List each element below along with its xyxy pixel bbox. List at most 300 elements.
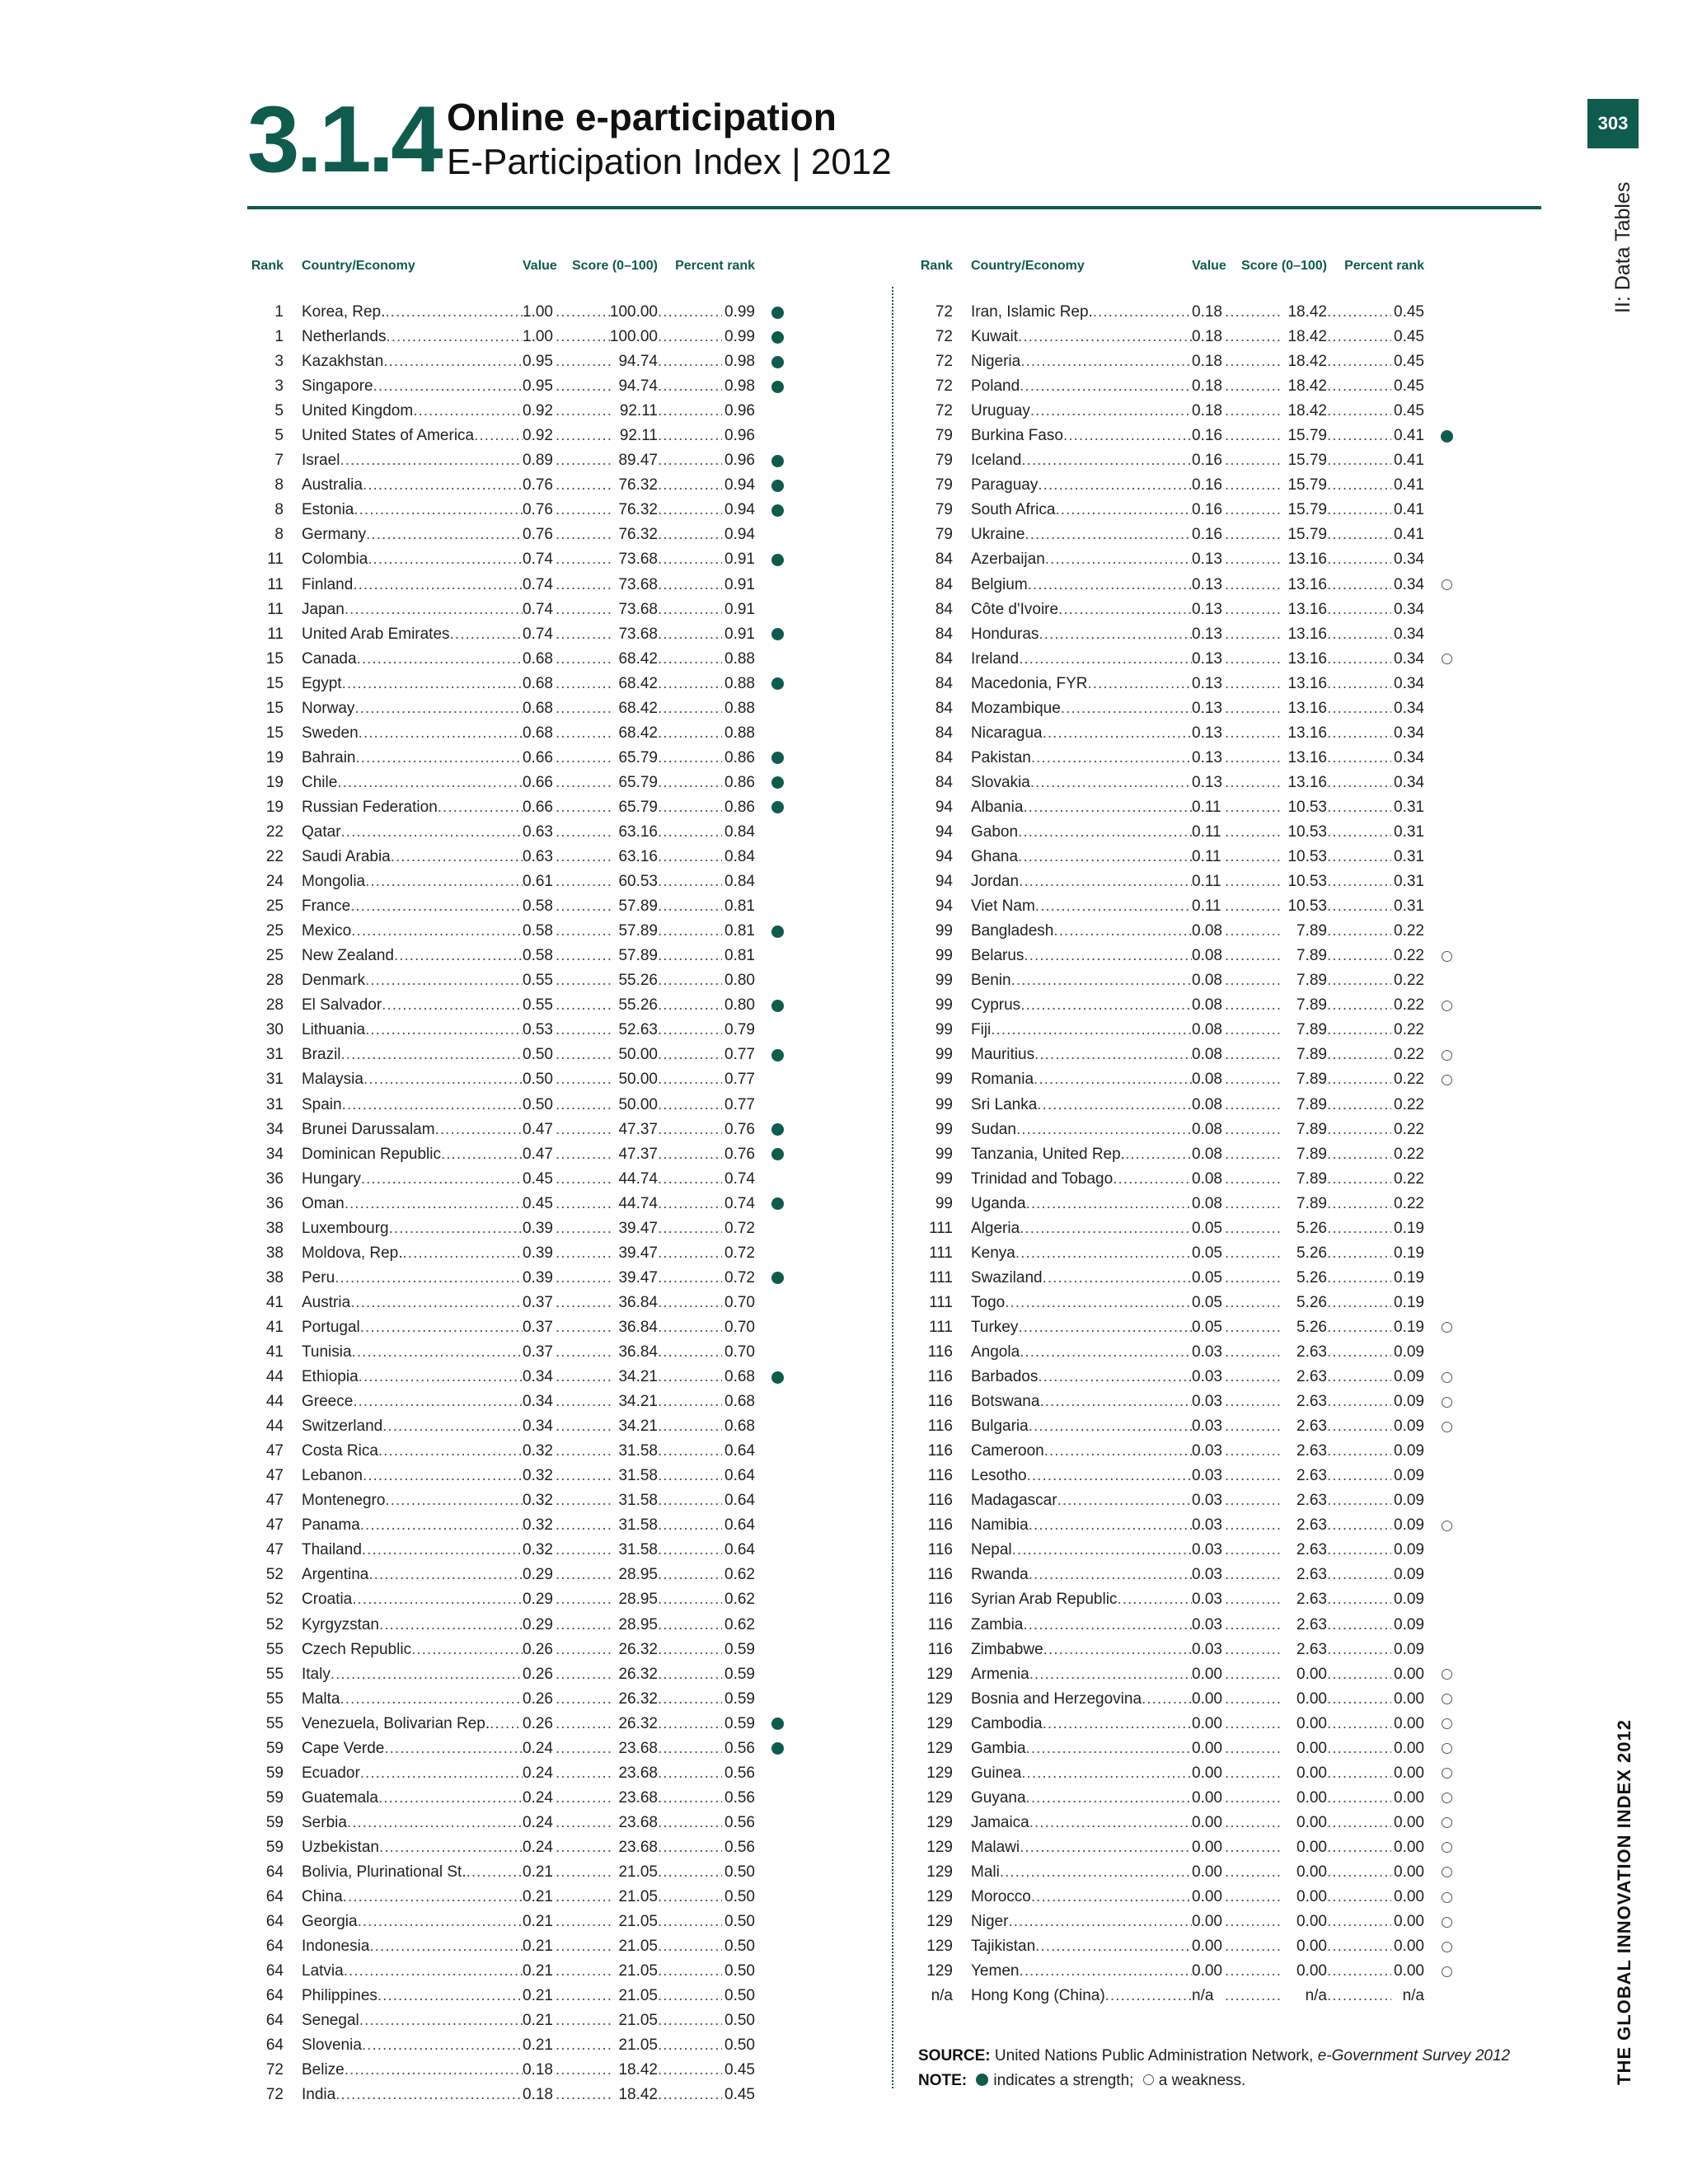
leader-dots [658,1888,722,1906]
country-cell [971,1839,1192,1857]
country-cell [302,823,523,841]
leader-dots [556,1690,613,1708]
percent-rank-value: 0.59 [724,1714,755,1732]
percent-rank-value: 0.09 [1394,1591,1424,1609]
percent-rank-cell [1327,996,1424,1015]
percent-rank-value: 0.74 [724,1194,755,1212]
value-cell: 0.32 [523,1467,553,1485]
leader-dots [1327,551,1391,569]
percent-rank-value: 0.79 [724,1021,755,1039]
leader-dots [1327,947,1391,965]
leader-dots [1043,1269,1192,1287]
leader-dots [556,526,613,544]
leader-dots [658,873,722,891]
percent-rank-cell [1327,1467,1424,1485]
percent-rank-value: 0.22 [1394,1021,1424,1039]
leader-dots [1327,1987,1391,2005]
percent-rank-value: 0.94 [724,476,755,494]
score-value: 100.00 [609,303,658,321]
score-value: 92.11 [619,402,658,420]
score-value: 50.00 [618,1071,658,1089]
weakness-circle-icon [1442,1966,1452,1977]
percent-rank-value: 0.22 [1394,1071,1424,1089]
leader-dots [1029,1666,1192,1684]
rank-cell: 55 [265,1714,284,1732]
percent-rank-value: 0.00 [1394,1690,1424,1708]
country-name: United States of America [302,427,475,445]
side-label-top [1611,181,1639,313]
leader-dots [658,650,722,668]
leader-dots [556,873,613,891]
percent-rank-value: 0.09 [1394,1615,1424,1633]
table-row [917,968,1543,993]
leader-dots [1055,501,1192,519]
table-row [917,1662,1543,1687]
page-title: Online e-participation [447,96,837,138]
table-row [917,1687,1543,1712]
value-cell: 0.63 [523,823,553,841]
score-value: 7.89 [1296,1095,1327,1113]
leader-dots [1225,551,1282,569]
percent-rank-cell [1327,452,1424,470]
rank-cell: 24 [265,873,284,891]
leader-dots [556,922,613,940]
side-label-top-text: II: Data Tables [1611,181,1634,313]
country-cell [302,1146,523,1164]
score-value: 7.89 [1296,1046,1327,1064]
value-cell: 0.00 [1192,1888,1222,1906]
rank-cell: 84 [935,600,953,618]
rank-cell: 44 [265,1368,284,1386]
table-row [917,399,1543,424]
score-cell [1225,1294,1327,1312]
score-cell [556,1839,658,1857]
rank-cell: 11 [267,625,284,643]
value-cell: 0.58 [523,947,553,965]
country-name: Thailand [302,1541,362,1559]
percent-rank-cell [658,353,755,371]
percent-rank-value: 0.09 [1394,1566,1424,1584]
leader-dots [1093,303,1192,321]
leader-dots [658,1789,722,1807]
value-cell: 0.55 [523,996,553,1015]
percent-rank-value: 0.22 [1394,922,1424,940]
percent-rank-cell [1327,328,1424,346]
country-name: Sri Lanka [971,1095,1038,1113]
value-cell: 0.18 [1192,303,1222,321]
country-cell [302,1393,523,1411]
value-cell: 1.00 [523,328,553,346]
table-row [917,1439,1543,1464]
percent-rank-value: 0.56 [724,1764,755,1782]
value-cell: 0.00 [1192,1665,1222,1683]
rank-cell: 79 [935,501,953,519]
leader-dots [556,1071,613,1089]
country-name: Belgium [971,575,1028,593]
rank-cell: 99 [935,996,953,1015]
percent-rank-value: 0.86 [724,773,755,791]
leader-dots [556,328,610,346]
table-row [917,1067,1543,1092]
table-row [247,573,874,598]
percent-rank-cell [658,1467,755,1485]
leader-dots [658,2036,722,2055]
strength-dot-icon [771,1000,784,1012]
value-cell: 0.08 [1192,1071,1222,1089]
country-name: Croatia [302,1591,353,1609]
leader-dots [556,1418,613,1436]
rank-cell: 99 [935,1145,953,1163]
value-cell: 0.08 [1192,1046,1222,1064]
value-cell: 0.55 [523,972,553,990]
score-cell [1225,823,1327,841]
country-cell [302,1814,523,1832]
table-row [247,1835,874,1860]
leader-dots [1038,476,1192,494]
leader-dots [1225,1393,1282,1411]
country-name: Cameroon [971,1442,1044,1460]
country-cell [302,1863,523,1882]
country-name: Turkey [971,1318,1019,1336]
leader-dots [556,626,613,644]
table-row [247,795,874,820]
percent-rank-cell [658,402,755,420]
country-name: Guatemala [302,1788,378,1807]
country-cell [302,1121,523,1139]
percent-rank-value: 0.64 [724,1467,755,1485]
leader-dots [658,1319,722,1337]
leader-dots [357,650,523,668]
mark-cell [755,1000,799,1012]
percent-rank-cell [658,1566,755,1584]
strength-dot-icon [771,480,784,492]
value-cell: 0.00 [1192,1714,1222,1732]
percent-rank-value: 0.09 [1394,1492,1424,1510]
table-row [247,1439,874,1464]
value-cell: 0.74 [523,575,553,593]
rank-cell: 116 [927,1467,953,1485]
score-value: 0.00 [1296,1714,1327,1732]
value-cell: 0.13 [1192,724,1222,742]
leader-dots [1327,1740,1391,1758]
country-cell [302,2061,523,2079]
leader-dots [556,996,613,1015]
leader-dots [350,898,523,916]
leader-dots [1225,1541,1282,1559]
table-row [247,1587,874,1612]
country-cell [971,1641,1192,1659]
percent-rank-cell [658,1170,755,1188]
source-note [918,2044,1510,2093]
leader-dots [363,1071,523,1089]
rank-cell: 44 [265,1393,284,1411]
percent-rank-cell [1327,1938,1424,1956]
value-cell: 0.29 [523,1615,553,1633]
leader-dots [343,1888,523,1906]
score-cell [556,1046,658,1064]
percent-rank-value: 0.00 [1394,1838,1424,1856]
leader-dots [1327,749,1391,767]
score-cell [556,1170,658,1188]
score-value: 18.42 [1287,377,1327,396]
score-cell [556,848,658,866]
rank-cell: 64 [265,1863,284,1881]
score-value: 5.26 [1296,1219,1327,1237]
score-value: 2.63 [1296,1615,1327,1633]
leader-dots [658,551,722,569]
leader-dots [1327,774,1391,792]
percent-rank-cell [1327,1765,1424,1783]
rank-cell: 99 [935,1046,953,1064]
country-cell [302,675,523,693]
country-name: Australia [302,476,363,494]
percent-rank-value: 0.88 [724,674,755,692]
score-cell [556,377,658,396]
leader-dots [1105,1987,1192,2005]
leader-dots [556,1888,613,1906]
mark-cell [755,752,799,764]
note-line [918,2069,1510,2093]
table-row [247,1192,874,1216]
leader-dots [363,476,523,494]
leader-dots [1020,1220,1192,1238]
country-cell [971,1096,1192,1114]
leader-dots [1025,526,1192,544]
rank-cell: 129 [926,1938,953,1956]
leader-dots [1044,1442,1192,1460]
percent-rank-cell [1327,1641,1424,1659]
percent-rank-cell [658,328,755,346]
leader-dots [658,774,722,792]
score-cell [556,799,658,817]
country-name: Fiji [971,1021,992,1039]
rank-cell: 94 [935,823,953,841]
table-row [247,721,874,746]
country-cell [302,377,523,396]
leader-dots [1225,996,1282,1015]
strength-dot-icon [771,1742,784,1755]
percent-rank-cell [1327,1591,1424,1609]
leader-dots [1225,1789,1282,1807]
country-name: Spain [302,1095,342,1113]
leader-dots [658,2086,722,2104]
leader-dots [556,1616,613,1634]
leader-dots [1327,1170,1391,1188]
table-row [247,1638,874,1662]
country-cell [971,1294,1192,1312]
value-cell: 0.26 [523,1640,553,1658]
score-cell [556,724,658,743]
rank-cell: 31 [265,1046,284,1064]
leader-dots [1020,1839,1192,1857]
score-cell [556,823,658,841]
score-cell [556,1146,658,1164]
leader-dots [556,1566,613,1584]
country-cell [971,749,1192,767]
leader-dots [658,1195,722,1213]
score-cell [556,1071,658,1089]
leader-dots [658,675,722,693]
rank-cell: 31 [265,1071,284,1089]
table-row [247,1414,874,1439]
value-cell: 0.89 [523,452,553,470]
leader-dots [1327,1146,1391,1164]
mark-cell [755,1371,799,1384]
score-cell [1225,675,1327,693]
table-row [247,1142,874,1167]
value-cell: 0.18 [1192,377,1222,396]
leader-dots [1030,774,1192,792]
leader-dots [991,1021,1192,1039]
source-label: SOURCE: [918,2047,991,2064]
percent-rank-cell [658,724,755,743]
leader-dots [1225,1814,1282,1832]
value-cell: 0.95 [523,353,553,371]
rank-cell: 111 [929,1318,953,1336]
leader-dots [1225,1467,1282,1485]
value-cell: 0.18 [1192,353,1222,371]
percent-rank-cell [658,675,755,693]
leader-dots [1225,898,1282,916]
percent-rank-cell [658,576,755,594]
table-row [917,1216,1543,1241]
score-value: 26.32 [618,1640,658,1658]
strength-dot-icon [771,1272,784,1284]
table-row [247,1612,874,1637]
score-cell [556,2036,658,2055]
score-value: 2.63 [1296,1442,1327,1460]
percent-rank-value: 0.99 [724,328,755,346]
header-score: Score (0–100) [571,259,658,273]
percent-rank-value: 0.81 [724,922,755,940]
table-row [917,523,1543,547]
leader-dots [382,1418,523,1436]
percent-rank-cell [658,898,755,916]
leader-dots [1225,1715,1282,1733]
score-value: 15.79 [1287,452,1327,470]
weakness-circle-icon [1442,654,1452,664]
score-value: 0.00 [1296,1813,1327,1831]
score-cell [1225,501,1327,519]
strength-dot-icon [771,752,784,764]
percent-rank-cell [1327,1195,1424,1213]
value-cell: 0.21 [523,1987,553,2005]
score-value: 50.00 [618,1095,658,1113]
leader-dots [1015,1244,1192,1263]
score-cell [1225,551,1327,569]
mark-cell [755,356,799,368]
percent-rank-cell [1327,823,1424,841]
leader-dots [1327,353,1391,371]
score-value: 13.16 [1287,699,1327,717]
table-row [917,1315,1543,1340]
table-row [917,1488,1543,1513]
score-value: 23.68 [618,1739,658,1757]
table-row [917,845,1543,869]
percent-rank-cell [1327,1789,1424,1807]
value-cell: 0.18 [1192,402,1222,420]
value-cell: 0.18 [523,2061,553,2079]
leader-dots [1225,1987,1282,2005]
country-name: Japan [302,600,345,618]
percent-rank-cell [658,626,755,644]
country-name: Tanzania, United Rep. [971,1145,1125,1163]
score-cell [1225,996,1327,1015]
rank-cell: 3 [274,377,284,396]
percent-rank-cell [1327,1541,1424,1559]
percent-rank-value: 0.70 [724,1318,755,1336]
weakness-circle-icon [1442,579,1452,590]
percent-rank-value: 0.86 [724,798,755,816]
percent-rank-value: 0.74 [724,1169,755,1188]
country-name: Burkina Faso [971,427,1063,445]
value-cell: 0.24 [523,1813,553,1831]
percent-rank-value: 0.72 [724,1219,755,1237]
percent-rank-cell [1327,1021,1424,1039]
table-row [917,1786,1543,1811]
strength-dot-icon [771,1123,784,1136]
rank-cell: 36 [265,1194,284,1212]
leader-dots [658,1641,722,1659]
leader-dots [556,1492,613,1510]
percent-rank-cell [1327,848,1424,866]
score-value: 73.68 [618,625,658,643]
mark-cell [1424,1743,1469,1754]
score-cell [556,1319,658,1337]
leader-dots [556,1962,613,1980]
percent-rank-value: 0.00 [1394,1788,1424,1807]
leader-dots [1020,377,1192,396]
leader-dots [658,700,722,718]
value-cell: 0.58 [523,922,553,940]
leader-dots [1327,1863,1391,1882]
mark-cell [1424,1718,1469,1729]
value-cell: 0.92 [523,402,553,420]
leader-dots [413,402,523,420]
country-cell [971,1170,1192,1188]
score-value: 15.79 [1287,526,1327,544]
percent-rank-cell [658,2061,755,2079]
value-cell: 0.08 [1192,1021,1222,1039]
country-cell [971,1195,1192,1213]
country-cell [971,1269,1192,1287]
rank-cell: 34 [265,1145,284,1163]
score-value: 68.42 [618,649,658,668]
score-value: 28.95 [618,1566,658,1584]
country-name: Tajikistan [971,1938,1036,1956]
rank-cell: 59 [265,1788,284,1807]
value-cell: 0.05 [1192,1293,1222,1311]
percent-rank-cell [1327,972,1424,990]
leader-dots [360,1516,523,1535]
score-value: 31.58 [618,1541,658,1559]
leader-dots [556,823,613,841]
strength-dot-icon [1441,430,1453,443]
leader-dots [658,2061,722,2079]
country-name: Kenya [971,1244,1015,1262]
leader-dots [556,601,613,619]
rank-cell: 99 [935,972,953,990]
rank-cell: 5 [274,402,284,420]
score-cell [556,1740,658,1758]
percent-rank-value: 0.70 [724,1293,755,1311]
score-value: 39.47 [618,1244,658,1262]
leader-dots [556,1740,613,1758]
leader-dots [658,996,722,1015]
value-cell: 0.37 [523,1293,553,1311]
leader-dots [556,1789,613,1807]
leader-dots [658,452,722,470]
